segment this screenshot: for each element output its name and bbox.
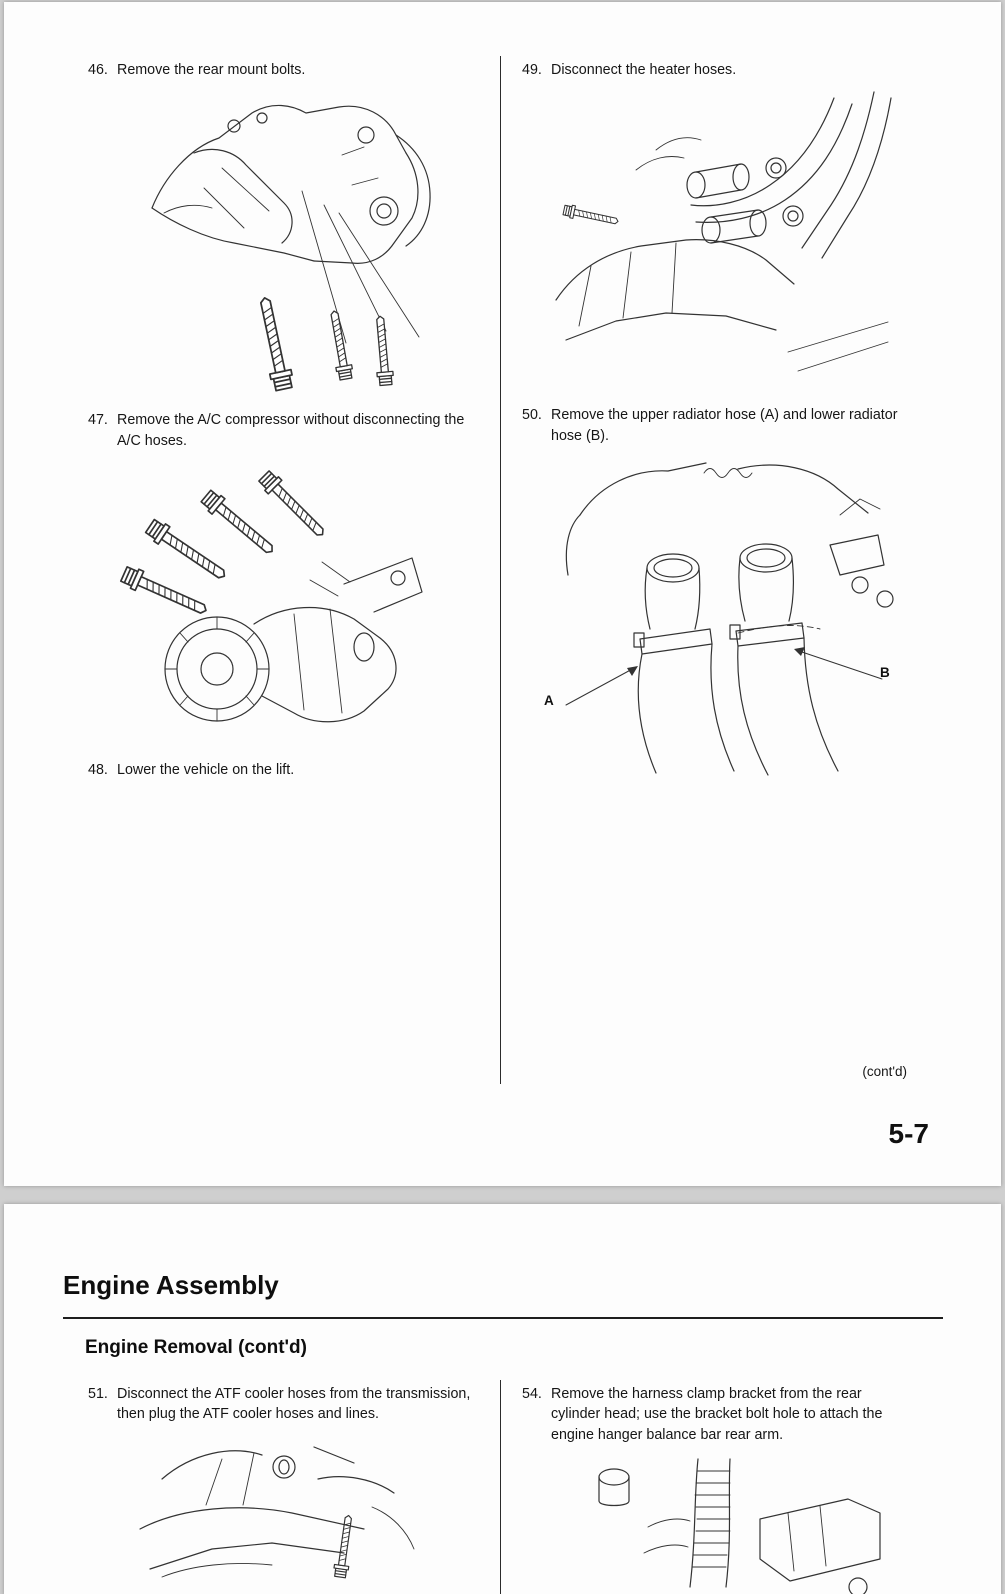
heater-hoses-illustration — [536, 90, 896, 390]
subsection-title: Engine Removal (cont'd) — [85, 1337, 307, 1358]
step-text: Disconnect the ATF cooler hoses from the transmission, then plug the ATF cooler hoses and lines. — [117, 1386, 471, 1423]
step-text: Remove the rear mount bolts. — [117, 62, 306, 78]
step-text: Disconnect the heater hoses. — [551, 62, 737, 78]
left-column — [88, 60, 474, 780]
step-text: Remove the A/C compressor without disconnecting the A/C hoses. — [117, 412, 465, 449]
rear-mount-bolts-illustration — [134, 93, 434, 395]
atf-cooler-hoses-illustration — [122, 1437, 432, 1594]
step-49 — [522, 60, 914, 80]
step-50 — [522, 405, 914, 446]
right-column — [522, 60, 914, 805]
step-51 — [88, 1384, 474, 1425]
radiator-hoses-figure — [522, 453, 914, 805]
column-divider — [500, 56, 501, 1084]
step-number: 50. — [522, 407, 542, 424]
column-divider — [500, 1380, 501, 1594]
right-column — [522, 1384, 914, 1594]
step-text: Remove the upper radiator hose (A) and lower radiator hose (B). — [551, 407, 898, 444]
section-rule — [63, 1317, 943, 1319]
step-48 — [88, 760, 474, 780]
upper-hose-label-a: A — [544, 692, 554, 708]
step-46 — [88, 60, 474, 80]
radiator-hoses-illustration — [538, 453, 908, 798]
left-column — [88, 1384, 474, 1594]
step-text: Remove the harness clamp bracket from the rear cylinder head; use the bracket bolt hole to attach the engine hanger balance bar rear arm. — [551, 1386, 883, 1443]
page-number: 5-7 — [888, 1118, 929, 1149]
step-54 — [522, 1384, 914, 1445]
ac-compressor-illustration — [114, 462, 424, 744]
step-number: 54. — [522, 1386, 542, 1402]
step-47 — [88, 410, 474, 451]
step-number: 46. — [88, 62, 108, 78]
step-number: 49. — [522, 62, 542, 78]
manual-page-bottom — [4, 1204, 1001, 1594]
section-title: Engine Assembly — [63, 1270, 279, 1300]
manual-page-top — [4, 2, 1001, 1186]
continued-note: (cont'd) — [862, 1064, 907, 1079]
step-number: 47. — [88, 412, 108, 429]
step-number: 48. — [88, 761, 108, 778]
step-number: 51. — [88, 1386, 108, 1402]
harness-clamp-bracket-illustration — [548, 1457, 888, 1594]
lower-hose-label-b: B — [880, 664, 890, 680]
step-text: Lower the vehicle on the lift. — [117, 761, 295, 778]
